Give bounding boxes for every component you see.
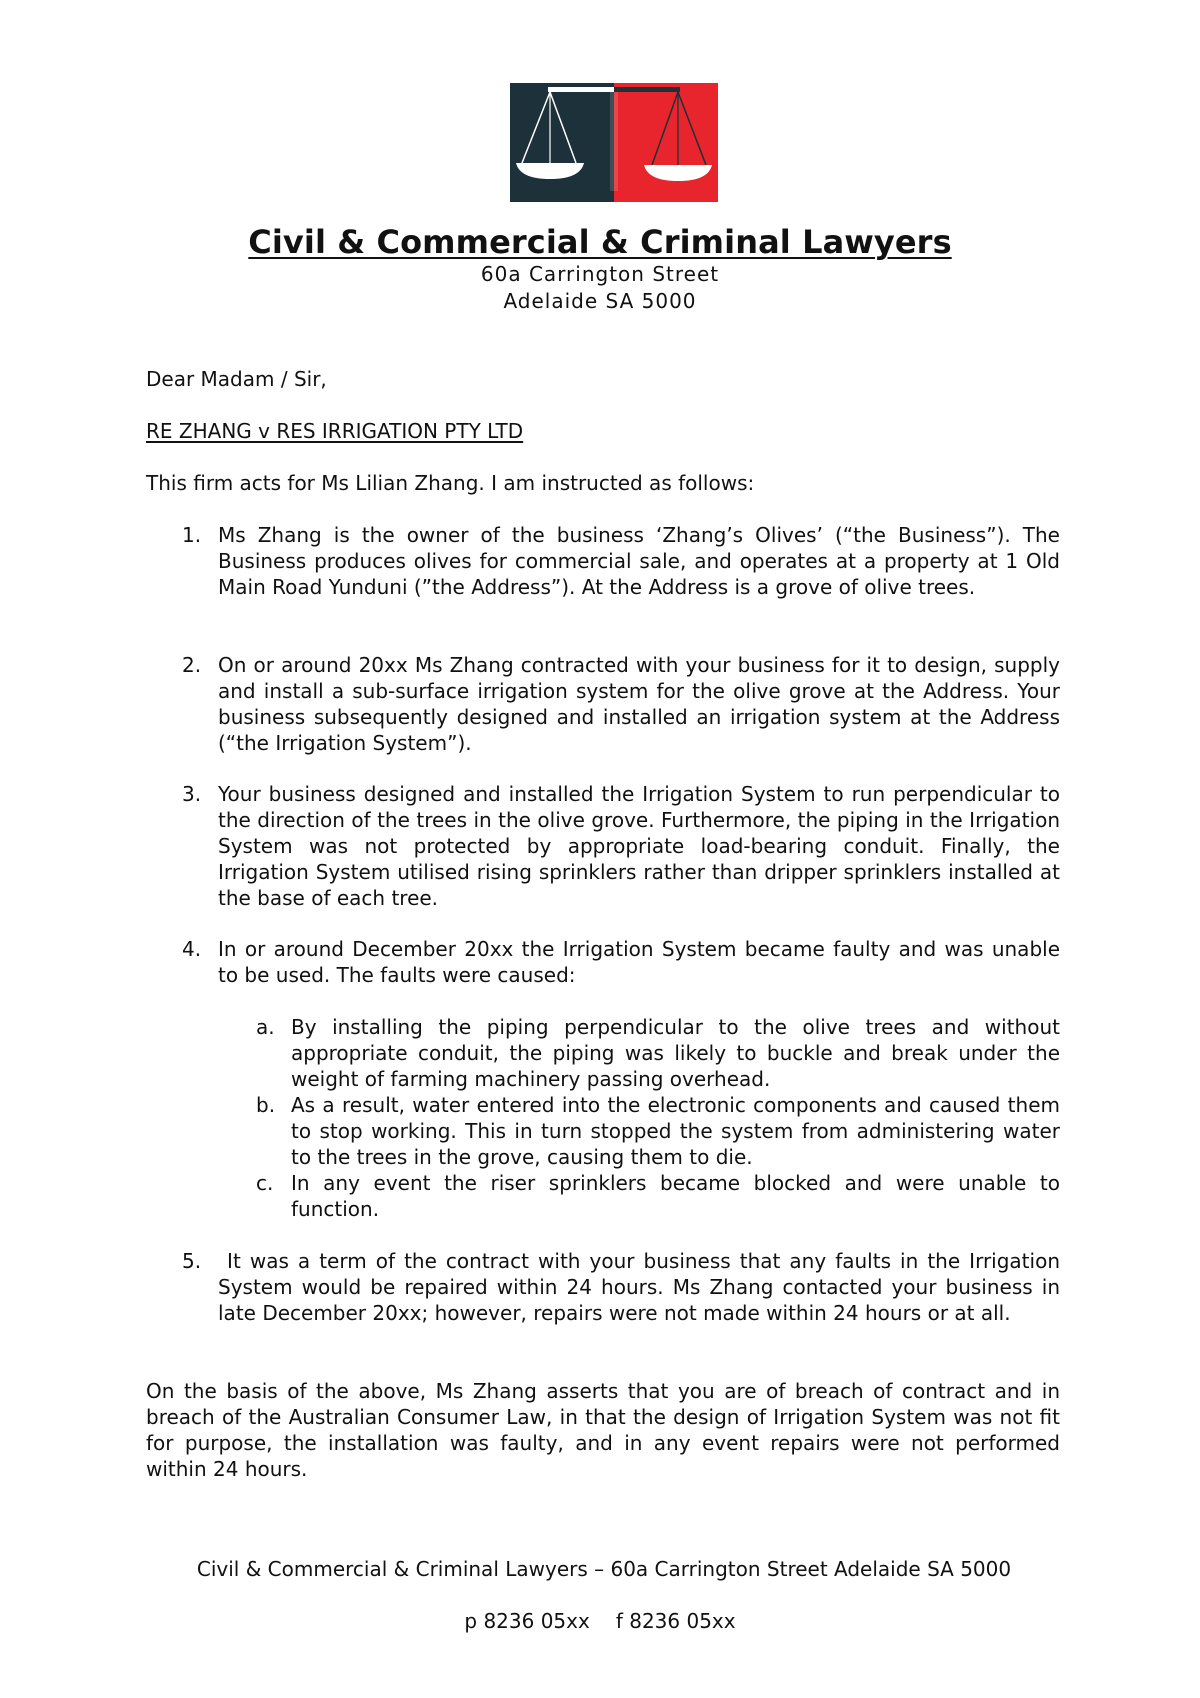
list-item-number: 4. [182,937,202,961]
salutation: Dear Madam / Sir, [146,367,327,391]
sub-list-item-letter: a. [256,1015,275,1039]
list-item-number: 5. [182,1249,202,1273]
list-item-text: Your business designed and installed the Irrigation System to run perpendicular to the direction of the trees in the olive grove. Furthermore, the piping in the Irrigation System was not protected by appropriate load-bearing conduit. Finally, the Irrigation System utilised rising sprinklers rather than dripper sprinklers installed at the base of each tree. [218,782,1060,910]
footer-contact-line [0,1609,1200,1633]
footer-phone: p 8236 05xx [464,1609,590,1633]
scales-of-justice-logo [510,83,718,202]
firm-address-street: 60a Carrington Street [480,262,720,286]
footer-fax: f 8236 05xx [615,1609,736,1633]
list-item-text: It was a term of the contract with your business that any faults in the Irrigation System would be repaired within 24 hours. Ms Zhang contacted your business in late December 20xx; however, repairs were not made within 24 hours or at all. [218,1249,1067,1325]
sub-list-item-letter: b. [256,1093,276,1117]
intro-paragraph: This firm acts for Ms Lilian Zhang. I am instructed as follows: [146,471,755,495]
firm-name-heading: Civil & Commercial & Criminal Lawyers [248,223,952,261]
re-line: RE ZHANG v RES IRRIGATION PTY LTD [146,419,524,443]
sub-list-item-letter: c. [256,1171,274,1195]
firm-address-city: Adelaide SA 5000 [503,289,697,313]
list-item-text: On or around 20xx Ms Zhang contracted with your business for it to design, supply and install a sub-surface irrigation system for the olive grove at the Address. Your business subsequently designed and installed an irrigation system at the Address (“the Irrigation System”). [218,653,1060,755]
list-item-number: 3. [182,782,202,806]
list-item-number: 1. [182,523,202,547]
list-item-number: 2. [182,653,202,677]
sub-list-item-text: In any event the riser sprinklers became blocked and were unable to function. [291,1171,1060,1221]
closing-paragraph: On the basis of the above, Ms Zhang asserts that you are of breach of contract and in breach of the Australian Consumer Law, in that the design of Irrigation System was not fit for purpose, the installation was faulty, and in any event repairs were not performed within 24 hours. [146,1379,1060,1481]
sub-list-item-text: As a result, water entered into the electronic components and caused them to stop working. This in turn stopped the system from administering water to the trees in the grove, causing them to die. [291,1093,1060,1169]
footer-firm-address: Civil & Commercial & Criminal Lawyers – 60a Carrington Street Adelaide SA 5000 [196,1557,1012,1581]
list-item-text: Ms Zhang is the owner of the business ‘Zhang’s Olives’ (“the Business”). The Business produces olives for commercial sale, and operates at a property at 1 Old Main Road Yunduni (”the Address”). At the Address is a grove of olive trees. [218,523,1060,599]
sub-list-item-text: By installing the piping perpendicular to the olive trees and without appropriate conduit, the piping was likely to buckle and break under the weight of farming machinery passing overhead. [291,1015,1060,1091]
list-item-text: In or around December 20xx the Irrigation System became faulty and was unable to be used. The faults were caused: [218,937,1060,987]
